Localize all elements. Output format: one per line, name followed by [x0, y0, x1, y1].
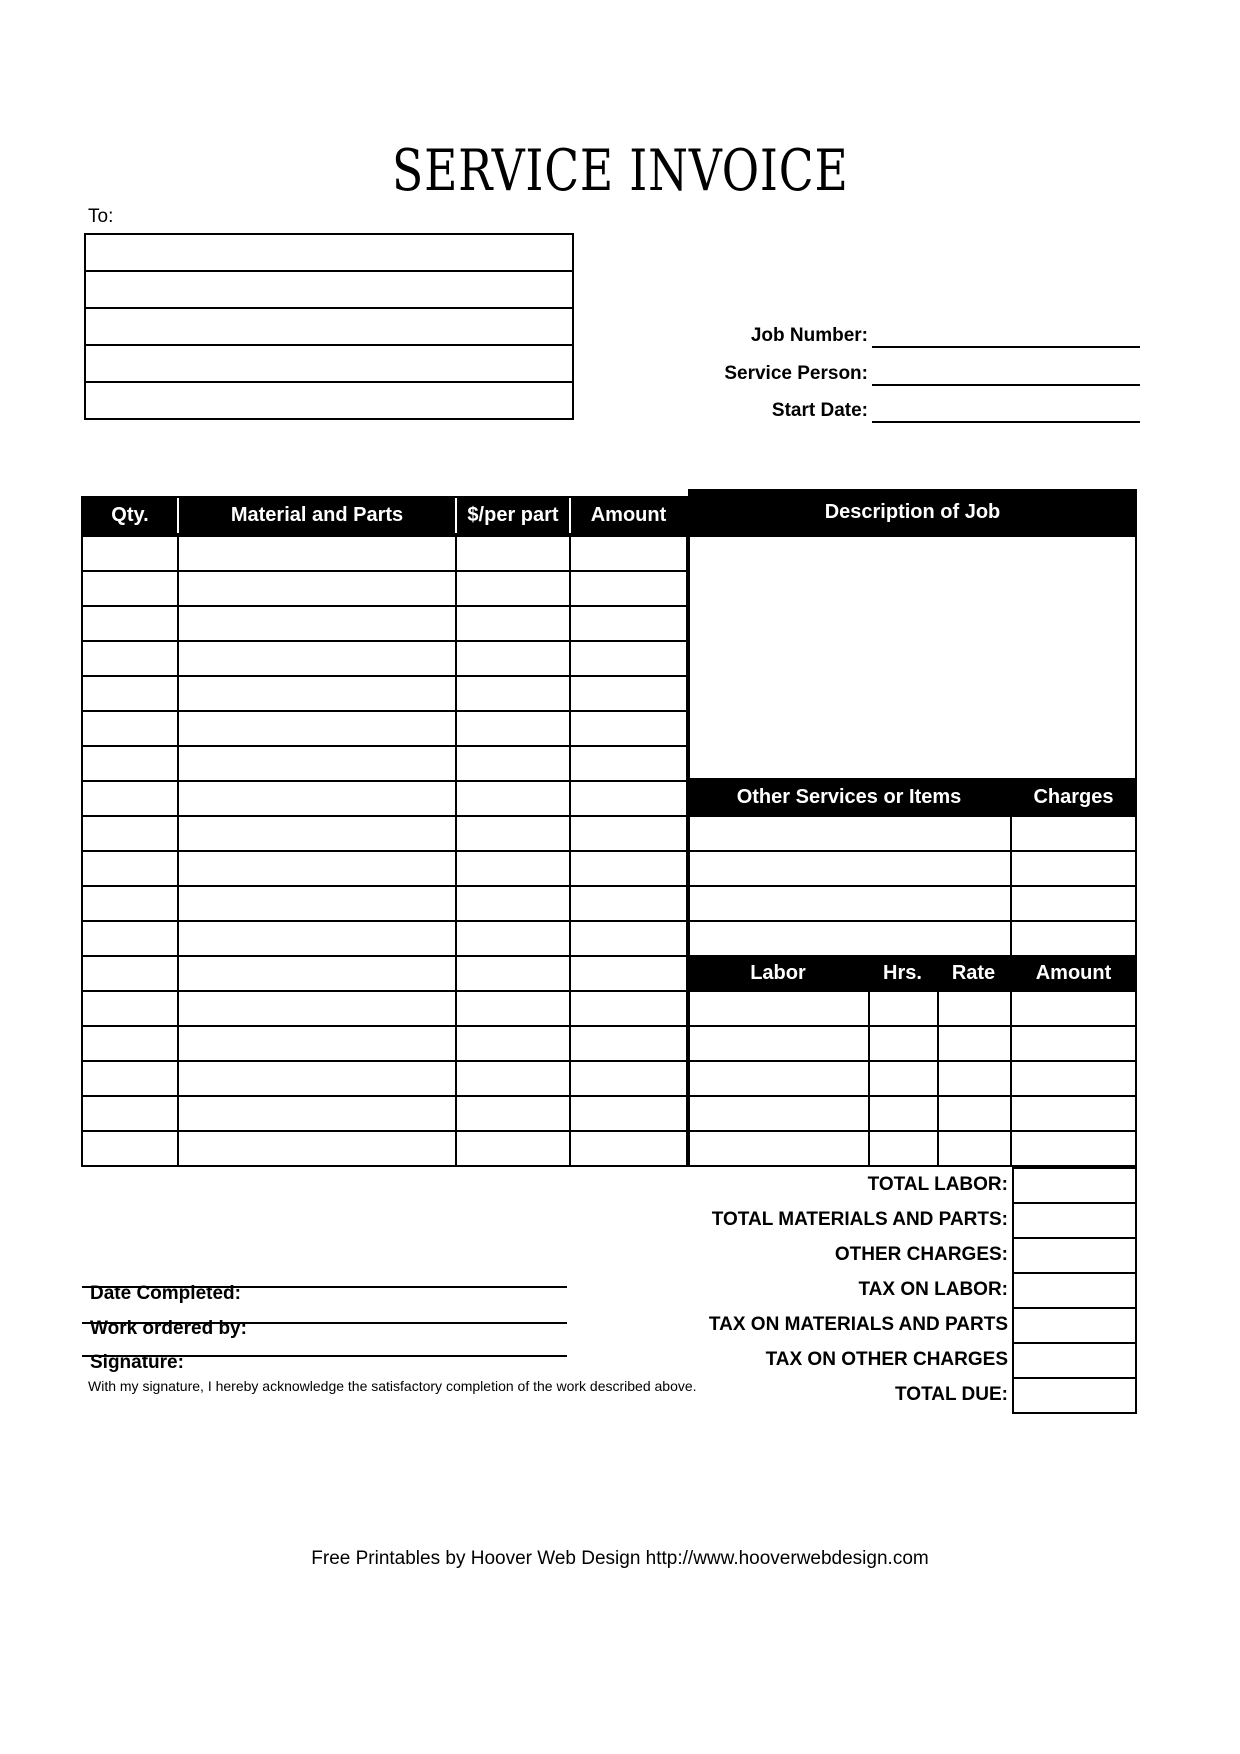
tax-on-other-charges-label: TAX ON OTHER CHARGES — [765, 1349, 1008, 1370]
date-completed-label: Date Completed: — [90, 1283, 241, 1304]
materials-row — [83, 957, 686, 990]
total-labor-label: TOTAL LABOR: — [867, 1174, 1008, 1195]
column-header-per-part: $/per part — [457, 498, 569, 533]
qty-cell[interactable] — [83, 782, 177, 815]
service-item-cell[interactable] — [690, 887, 1010, 920]
labor-amount-cell[interactable] — [1012, 1132, 1135, 1165]
labor-amount-cell[interactable] — [1012, 992, 1135, 1025]
material-and-parts-cell[interactable] — [179, 992, 455, 1025]
amount-cell[interactable] — [571, 817, 686, 850]
job-number-field[interactable] — [872, 310, 1140, 348]
description-of-job-box[interactable] — [688, 535, 1137, 780]
per-part-cell[interactable] — [457, 712, 569, 745]
labor-cell[interactable] — [690, 992, 868, 1025]
qty-cell[interactable] — [83, 817, 177, 850]
hrs-cell[interactable] — [870, 1027, 937, 1060]
labor-row — [690, 992, 1135, 1025]
qty-cell[interactable] — [83, 712, 177, 745]
qty-cell[interactable] — [83, 957, 177, 990]
signature-label: Signature: — [90, 1352, 184, 1373]
other-charges-label: OTHER CHARGES: — [834, 1244, 1008, 1265]
tax-on-materials-label: TAX ON MATERIALS AND PARTS — [708, 1314, 1008, 1335]
qty-cell[interactable] — [83, 852, 177, 885]
other-services-header — [688, 780, 1137, 815]
material-and-parts-cell[interactable] — [179, 817, 455, 850]
job-number-label: Job Number: — [750, 325, 868, 346]
labor-row — [690, 1132, 1135, 1165]
materials-table-header — [81, 496, 688, 535]
materials-row — [83, 887, 686, 920]
materials-row — [83, 817, 686, 850]
hrs-cell[interactable] — [870, 1097, 937, 1130]
labor-row — [690, 1062, 1135, 1095]
per-part-cell[interactable] — [457, 642, 569, 675]
work-ordered-by-field[interactable] — [82, 1322, 567, 1324]
material-and-parts-cell[interactable] — [179, 607, 455, 640]
per-part-cell[interactable] — [457, 572, 569, 605]
column-header-amount: Amount — [571, 498, 686, 533]
to-address-row[interactable] — [86, 272, 572, 307]
service-person-field[interactable] — [872, 348, 1140, 386]
tax-on-labor-label: TAX ON LABOR: — [858, 1279, 1008, 1300]
total-due-label: TOTAL DUE: — [895, 1384, 1008, 1405]
hrs-cell[interactable] — [870, 1132, 937, 1165]
per-part-cell[interactable] — [457, 747, 569, 780]
service-item-cell[interactable] — [690, 922, 1010, 955]
total-materials-label: TOTAL MATERIALS AND PARTS: — [711, 1209, 1008, 1230]
materials-row — [83, 572, 686, 605]
hrs-cell[interactable] — [870, 992, 937, 1025]
service-person-label: Service Person: — [724, 363, 868, 384]
labor-amount-cell[interactable] — [1012, 1027, 1135, 1060]
materials-row — [83, 992, 686, 1025]
per-part-cell[interactable] — [457, 1097, 569, 1130]
material-and-parts-cell[interactable] — [179, 747, 455, 780]
work-ordered-by-label: Work ordered by: — [90, 1318, 247, 1339]
per-part-cell[interactable] — [457, 852, 569, 885]
total-value-box[interactable] — [1014, 1309, 1135, 1342]
other-services-row — [690, 817, 1135, 850]
amount-cell[interactable] — [571, 747, 686, 780]
amount-cell[interactable] — [571, 922, 686, 955]
per-part-cell[interactable] — [457, 607, 569, 640]
amount-cell[interactable] — [571, 677, 686, 710]
charges-label: Charges — [1033, 786, 1114, 808]
amount-cell[interactable] — [571, 537, 686, 570]
qty-cell[interactable] — [83, 922, 177, 955]
materials-row — [83, 1062, 686, 1095]
total-value-box[interactable] — [1014, 1169, 1135, 1202]
start-date-field[interactable] — [872, 385, 1140, 423]
materials-row — [83, 607, 686, 640]
per-part-cell[interactable] — [457, 782, 569, 815]
service-item-cell[interactable] — [690, 817, 1010, 850]
column-header-qty: Qty. — [83, 498, 177, 533]
charge-cell[interactable] — [1012, 852, 1135, 885]
other-services-row — [690, 887, 1135, 920]
material-and-parts-cell[interactable] — [179, 537, 455, 570]
description-of-job-header: Description of Job — [688, 489, 1137, 535]
materials-row — [83, 1027, 686, 1060]
materials-row — [83, 782, 686, 815]
total-value-box[interactable] — [1014, 1239, 1135, 1272]
per-part-cell[interactable] — [457, 1062, 569, 1095]
materials-row — [83, 852, 686, 885]
per-part-cell[interactable] — [457, 922, 569, 955]
amount-cell[interactable] — [571, 782, 686, 815]
qty-cell[interactable] — [83, 607, 177, 640]
material-and-parts-cell[interactable] — [179, 922, 455, 955]
column-header-material-and-parts: Material and Parts — [179, 498, 455, 533]
charge-cell[interactable] — [1012, 887, 1135, 920]
materials-row — [83, 1097, 686, 1130]
qty-cell[interactable] — [83, 992, 177, 1025]
per-part-cell[interactable] — [457, 992, 569, 1025]
start-date-label: Start Date: — [771, 400, 868, 421]
charge-cell[interactable] — [1012, 817, 1135, 850]
hrs-cell[interactable] — [870, 1062, 937, 1095]
amount-cell[interactable] — [571, 992, 686, 1025]
qty-cell[interactable] — [83, 572, 177, 605]
amount-cell[interactable] — [571, 957, 686, 990]
amount-cell[interactable] — [571, 852, 686, 885]
amount-cell[interactable] — [571, 712, 686, 745]
labor-cell[interactable] — [690, 1062, 868, 1095]
other-services-row — [690, 852, 1135, 885]
amount-cell[interactable] — [571, 1062, 686, 1095]
qty-cell[interactable] — [83, 887, 177, 920]
column-header-labor-amount: Amount — [1035, 962, 1112, 984]
other-services-or-items-label: Other Services or Items — [736, 786, 962, 808]
labor-header — [688, 957, 1137, 990]
materials-row — [83, 712, 686, 745]
total-value-box[interactable] — [1014, 1379, 1135, 1412]
other-services-table — [688, 815, 1137, 957]
material-and-parts-cell[interactable] — [179, 1062, 455, 1095]
column-header-labor: Labor — [750, 962, 806, 984]
materials-table — [81, 535, 688, 1167]
rate-cell[interactable] — [939, 992, 1010, 1025]
material-and-parts-cell[interactable] — [179, 712, 455, 745]
amount-cell[interactable] — [571, 1132, 686, 1165]
amount-cell[interactable] — [571, 642, 686, 675]
material-and-parts-cell[interactable] — [179, 1027, 455, 1060]
material-and-parts-cell[interactable] — [179, 957, 455, 990]
material-and-parts-cell[interactable] — [179, 677, 455, 710]
amount-cell[interactable] — [571, 887, 686, 920]
material-and-parts-cell[interactable] — [179, 572, 455, 605]
title-wrap — [0, 138, 1240, 204]
charge-cell[interactable] — [1012, 922, 1135, 955]
column-header-hrs: Hrs. — [883, 962, 922, 984]
material-and-parts-cell[interactable] — [179, 887, 455, 920]
qty-cell[interactable] — [83, 1027, 177, 1060]
service-item-cell[interactable] — [690, 852, 1010, 885]
signature-disclaimer: With my signature, I hereby acknowledge the satisfactory completion of the work described above. — [88, 1378, 697, 1394]
footer-credit: Free Printables by Hoover Web Design http://www.hooverwebdesign.com — [311, 1548, 929, 1569]
materials-row — [83, 922, 686, 955]
labor-row — [690, 1097, 1135, 1130]
materials-row — [83, 642, 686, 675]
per-part-cell[interactable] — [457, 817, 569, 850]
total-value-box[interactable] — [1014, 1344, 1135, 1377]
labor-row — [690, 1027, 1135, 1060]
date-completed-field[interactable] — [82, 1286, 567, 1288]
signature-field[interactable] — [82, 1355, 567, 1357]
labor-cell[interactable] — [690, 1027, 868, 1060]
qty-cell[interactable] — [83, 1062, 177, 1095]
total-value-box[interactable] — [1014, 1204, 1135, 1237]
materials-row — [83, 537, 686, 570]
qty-cell[interactable] — [83, 1132, 177, 1165]
column-header-rate: Rate — [951, 962, 996, 984]
to-address-row[interactable] — [86, 235, 572, 270]
rate-cell[interactable] — [939, 1132, 1010, 1165]
materials-row — [83, 677, 686, 710]
labor-table — [688, 990, 1137, 1167]
material-and-parts-cell[interactable] — [179, 1097, 455, 1130]
totals-boxes — [1012, 1167, 1137, 1414]
other-services-row — [690, 922, 1135, 955]
material-and-parts-cell[interactable] — [179, 1132, 455, 1165]
to-label: To: — [88, 206, 114, 227]
materials-row — [83, 1132, 686, 1165]
rate-cell[interactable] — [939, 1027, 1010, 1060]
materials-row — [83, 747, 686, 780]
qty-cell[interactable] — [83, 677, 177, 710]
material-and-parts-cell[interactable] — [179, 642, 455, 675]
labor-amount-cell[interactable] — [1012, 1097, 1135, 1130]
qty-cell[interactable] — [83, 1097, 177, 1130]
qty-cell[interactable] — [83, 537, 177, 570]
rate-cell[interactable] — [939, 1097, 1010, 1130]
per-part-cell[interactable] — [457, 537, 569, 570]
per-part-cell[interactable] — [457, 887, 569, 920]
material-and-parts-cell[interactable] — [179, 852, 455, 885]
per-part-cell[interactable] — [457, 1027, 569, 1060]
qty-cell[interactable] — [83, 747, 177, 780]
amount-cell[interactable] — [571, 1027, 686, 1060]
labor-cell[interactable] — [690, 1097, 868, 1130]
labor-cell[interactable] — [690, 1132, 868, 1165]
per-part-cell[interactable] — [457, 957, 569, 990]
amount-cell[interactable] — [571, 607, 686, 640]
page-title: SERVICE INVOICE — [391, 138, 849, 204]
rate-cell[interactable] — [939, 1062, 1010, 1095]
per-part-cell[interactable] — [457, 1132, 569, 1165]
total-value-box[interactable] — [1014, 1274, 1135, 1307]
material-and-parts-cell[interactable] — [179, 782, 455, 815]
amount-cell[interactable] — [571, 1097, 686, 1130]
qty-cell[interactable] — [83, 642, 177, 675]
per-part-cell[interactable] — [457, 677, 569, 710]
labor-amount-cell[interactable] — [1012, 1062, 1135, 1095]
amount-cell[interactable] — [571, 572, 686, 605]
